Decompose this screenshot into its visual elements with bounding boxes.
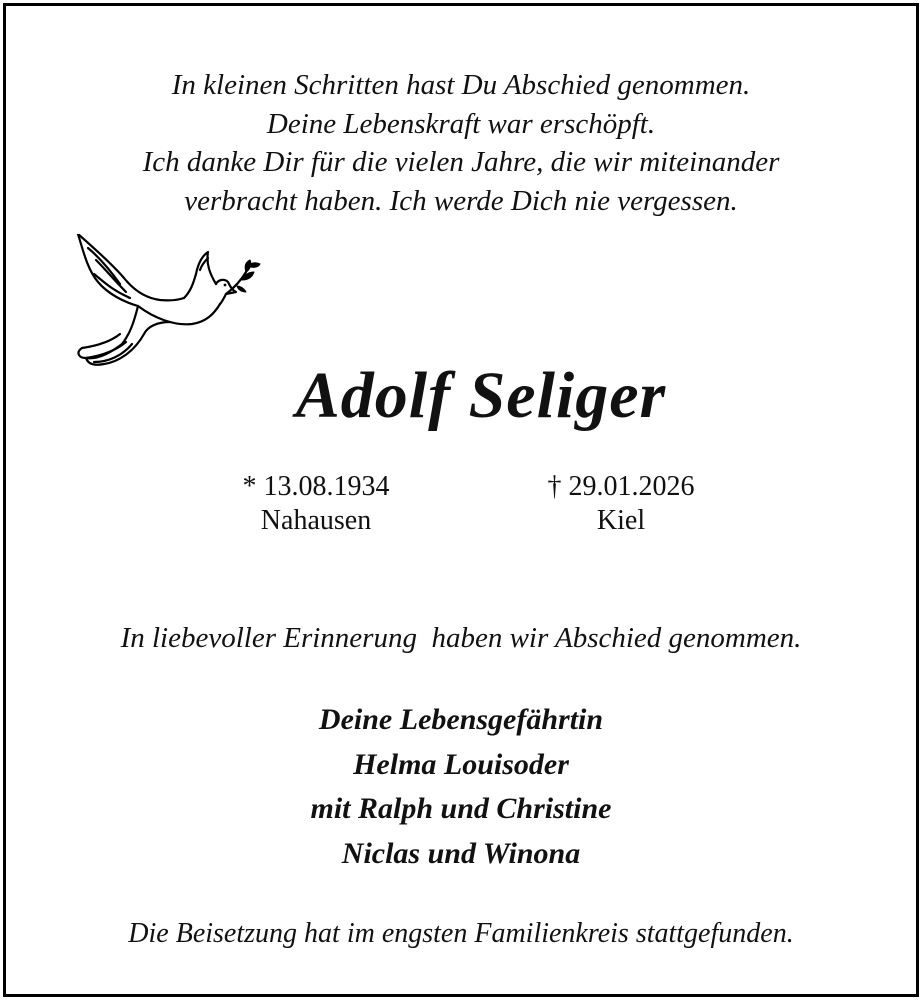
family-line: Deine Lebensgefährtin xyxy=(318,703,604,736)
birth-info xyxy=(206,470,426,538)
memorial-line: In liebevoller Erinnerung haben wir Abschied genommen. xyxy=(120,622,802,654)
family-line: mit Ralph und Christine xyxy=(310,792,612,825)
family-line: Helma Louisoder xyxy=(353,747,569,781)
birth-date: * 13.08.1934 xyxy=(242,471,390,502)
family-signatures xyxy=(6,698,916,876)
deceased-name: Adolf Seliger xyxy=(295,359,667,432)
burial-note: Die Beisetzung hat im engsten Familienkreis stattgefunden. xyxy=(128,918,794,949)
death-date: † 29.01.2026 xyxy=(547,471,695,502)
poem xyxy=(6,66,916,220)
birth-place: Nahausen xyxy=(260,505,372,536)
death-place: Kiel xyxy=(596,505,646,536)
poem-line: Deine Lebenskraft war erschöpft. xyxy=(266,107,656,140)
obituary-card xyxy=(3,3,919,997)
poem-line: Ich danke Dir für die vielen Jahre, die wir miteinander xyxy=(142,146,780,178)
poem-line: In kleinen Schritten hast Du Abschied genommen. xyxy=(171,69,751,101)
poem-line: verbracht haben. Ich werde Dich nie vergessen. xyxy=(184,184,738,217)
death-info xyxy=(506,470,736,538)
family-line: Niclas und Winona xyxy=(341,836,581,870)
